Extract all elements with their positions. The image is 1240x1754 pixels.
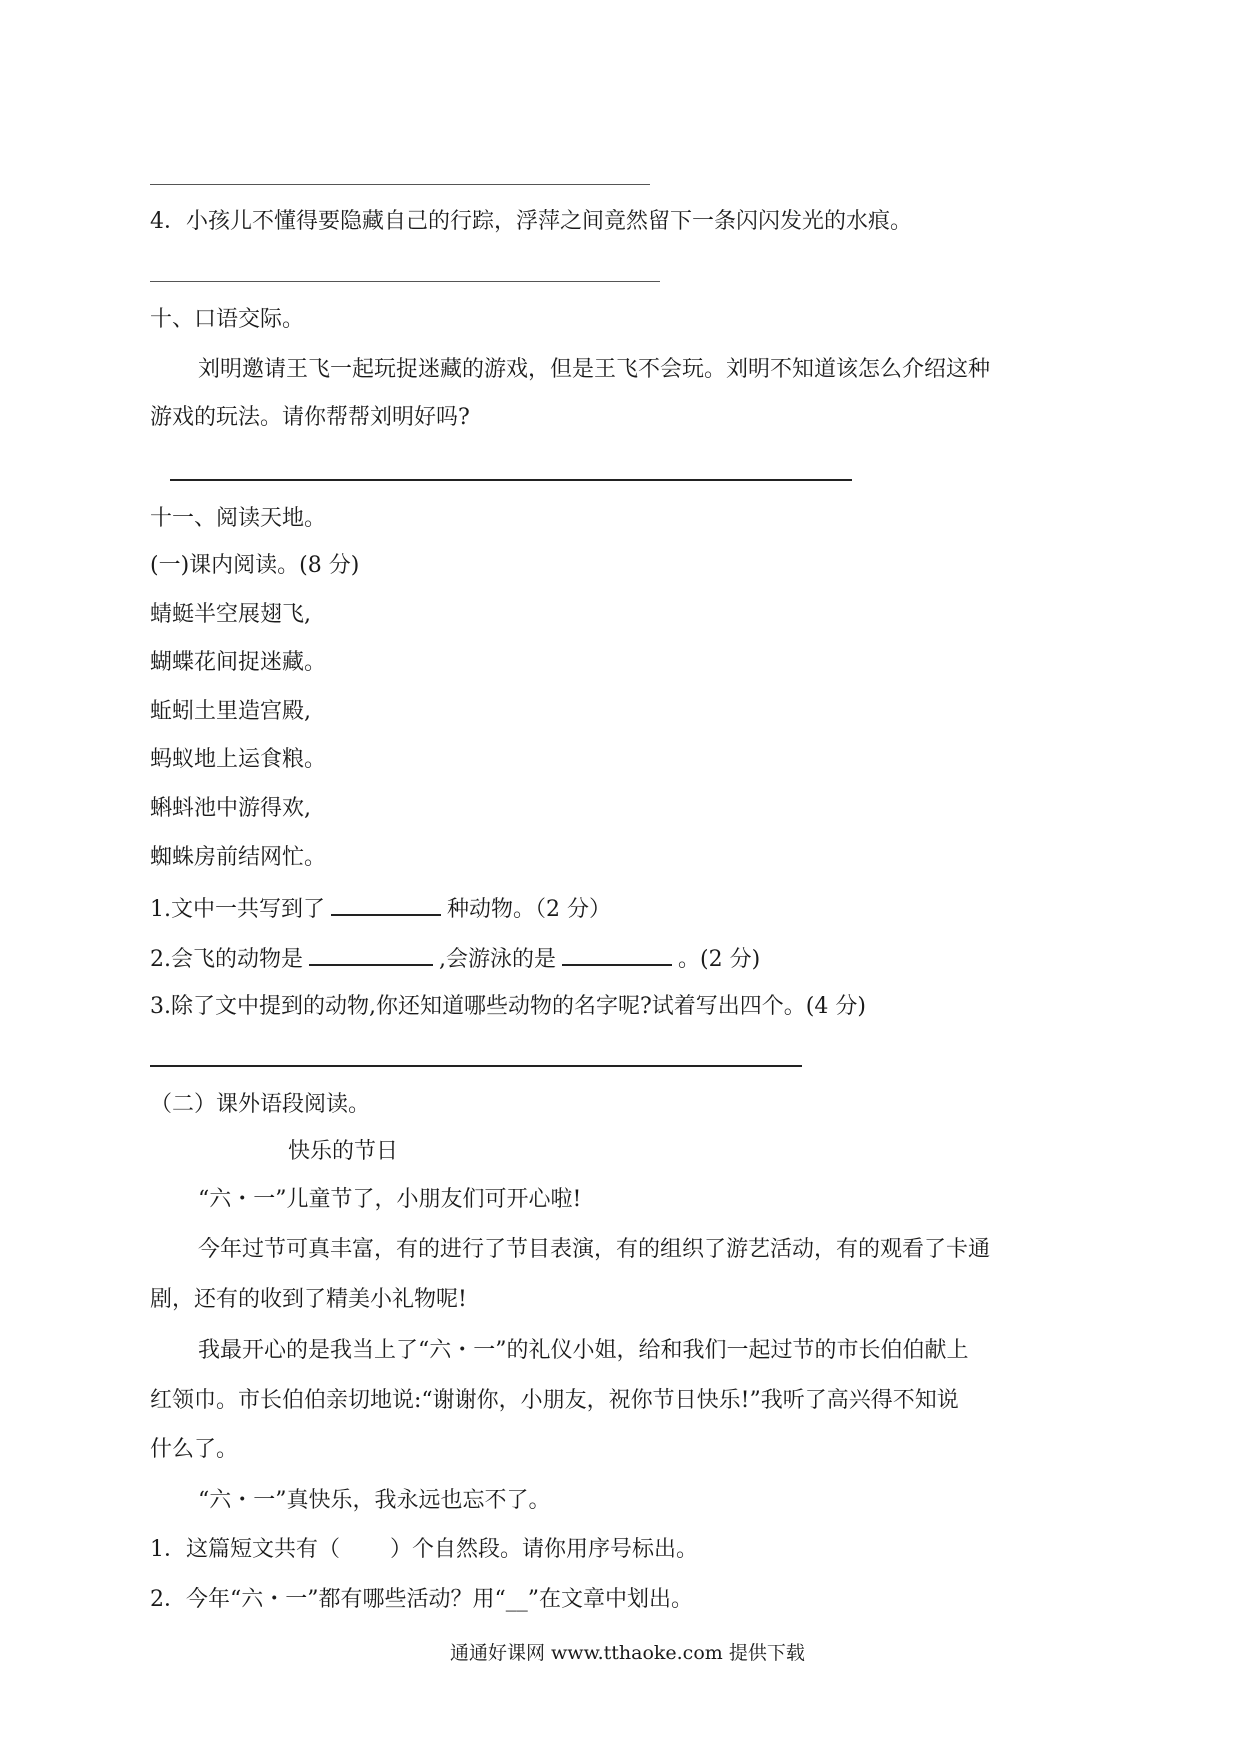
answer-line	[150, 184, 650, 185]
section-title-reading: 十一、阅读天地。	[150, 506, 327, 531]
fill-blank[interactable]	[309, 942, 433, 966]
question-text: 1．这篇短文共有（	[150, 1537, 340, 1562]
poem-line: 蝴蝶花间捉迷藏。	[150, 650, 327, 675]
section-title-oral-communication: 十、口语交际。	[150, 307, 305, 332]
part1-question-3: 3.除了文中提到的动物,你还知道哪些动物的名字呢?试着写出四个。(4 分)	[150, 994, 866, 1019]
question-text: 。(2 分)	[678, 947, 761, 972]
passage-paragraph-3-line-1: 我最开心的是我当上了“六・一”的礼仪小姐，给和我们一起过节的市长伯伯献上	[198, 1338, 969, 1363]
oral-prompt-line-2: 游戏的玩法。请你帮帮刘明好吗?	[150, 405, 470, 430]
passage-paragraph-3-line-3: 什么了。	[150, 1437, 239, 1462]
passage-paragraph-2-line-2: 剧，还有的收到了精美小礼物呢!	[150, 1287, 467, 1312]
poem-line: 蜘蛛房前结网忙。	[150, 845, 327, 870]
question-text: ）个自然段。请你用序号标出。	[390, 1537, 699, 1562]
poem-line: 蚯蚓土里造宫殿,	[150, 699, 311, 724]
passage-paragraph-4: “六・一”真快乐，我永远也忘不了。	[198, 1488, 551, 1513]
poem-line: 蝌蚪池中游得欢,	[150, 796, 311, 821]
question-text: 2.会飞的动物是	[150, 947, 303, 972]
poem-line: 蚂蚁地上运食粮。	[150, 747, 327, 772]
part1-heading: (一)课内阅读。(8 分)	[150, 553, 360, 578]
passage-paragraph-2-line-1: 今年过节可真丰富，有的进行了节目表演，有的组织了游艺活动，有的观看了卡通	[198, 1237, 991, 1262]
question-text: 1.文中一共写到了	[150, 897, 325, 922]
footer-credit: 通通好课网 www.tthaoke.com 提供下载	[450, 1642, 805, 1664]
part1-question-1	[150, 892, 611, 925]
passage-title: 快乐的节日	[288, 1139, 399, 1164]
poem-line: 蜻蜓半空展翅飞,	[150, 602, 311, 627]
passage-paragraph-1: “六・一”儿童节了，小朋友们可开心啦!	[198, 1187, 582, 1212]
part2-question-2: 2．今年“六・一”都有哪些活动？用“__”在文章中划出。	[150, 1587, 693, 1612]
question-item-4: 4．小孩儿不懂得要隐藏自己的行踪，浮萍之间竟然留下一条闪闪发光的水痕。	[150, 209, 912, 234]
answer-line	[150, 281, 660, 282]
part2-heading: （二）课外语段阅读。	[150, 1092, 371, 1117]
question-text: ,会游泳的是	[439, 947, 556, 972]
fill-blank[interactable]	[331, 892, 441, 916]
fill-blank[interactable]	[562, 942, 672, 966]
answer-line	[170, 479, 852, 481]
answer-line	[150, 1065, 802, 1067]
passage-paragraph-3-line-2: 红领巾。市长伯伯亲切地说:“谢谢你，小朋友，祝你节日快乐!”我听了高兴得不知说	[150, 1388, 959, 1413]
part1-question-2	[150, 942, 760, 975]
part2-question-1	[150, 1535, 698, 1565]
oral-prompt-line-1: 刘明邀请王飞一起玩捉迷藏的游戏，但是王飞不会玩。刘明不知道该怎么介绍这种	[198, 357, 991, 382]
question-text: 种动物。（2 分）	[447, 897, 611, 922]
